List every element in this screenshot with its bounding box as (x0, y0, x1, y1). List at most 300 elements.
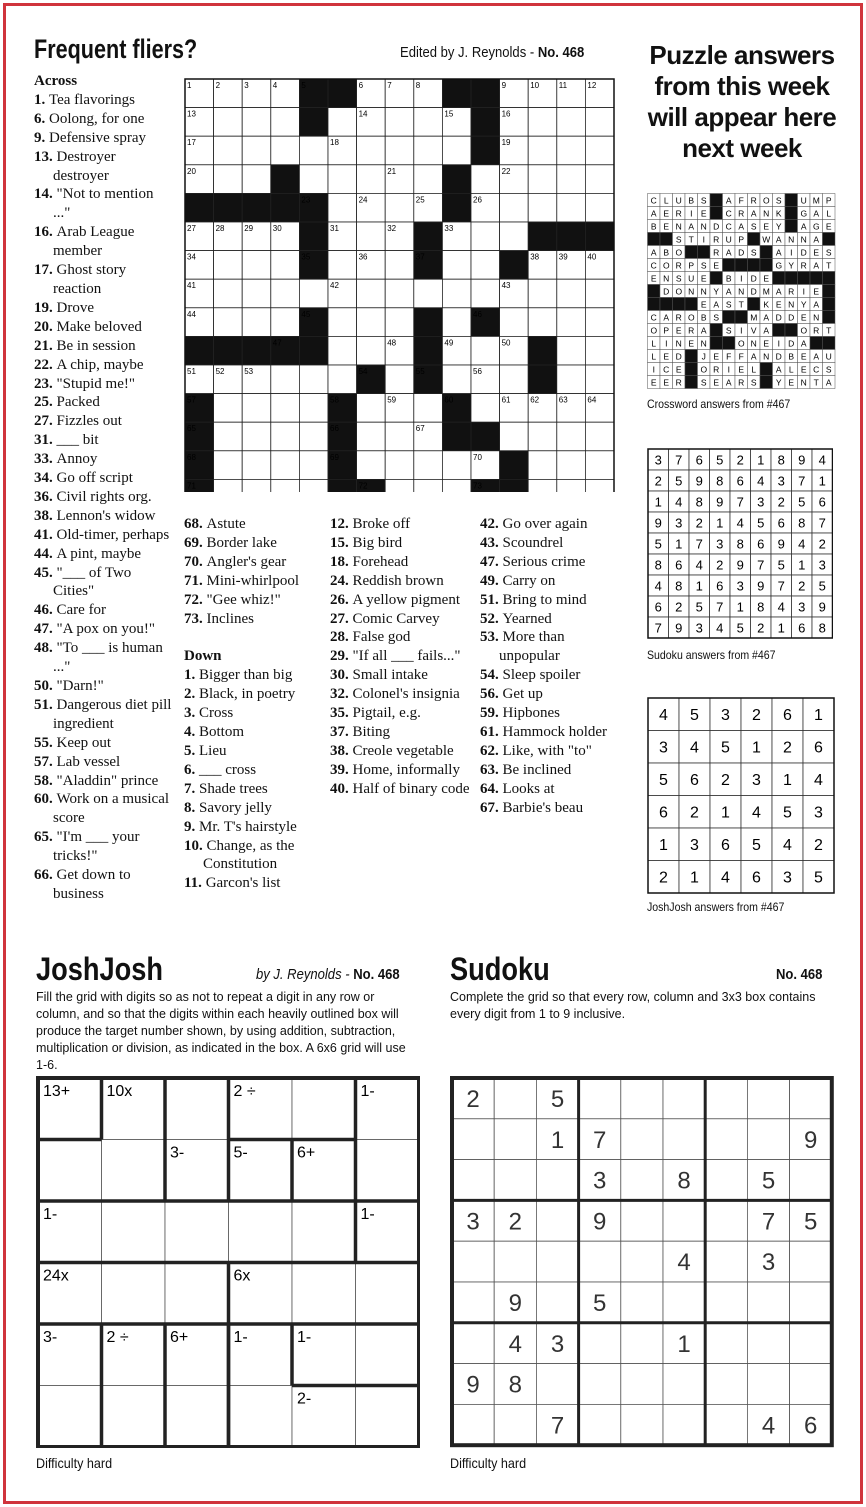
crossword-cell-number: 27 (187, 224, 196, 233)
answer-letter: M (750, 312, 758, 323)
answer-letter: J (701, 351, 706, 362)
answer-black-cell (710, 337, 723, 350)
joshjosh-answer-digit: 6 (721, 837, 730, 854)
crossword-cell (271, 422, 300, 451)
clue-number: 23. (34, 375, 57, 392)
answer-black-cell (785, 324, 798, 337)
joshjosh-difficulty: Difficulty hard (36, 1455, 113, 1471)
answer-letter: P (688, 260, 695, 271)
crossword-cell (242, 251, 271, 280)
clue-text: "Not to mention ..." (53, 186, 154, 222)
answer-letter: B (650, 221, 657, 232)
sudoku-cell (536, 1282, 578, 1323)
answer-black-cell (748, 259, 761, 272)
crossword-cell (500, 193, 529, 222)
joshjosh-answer-digit: 1 (783, 772, 792, 789)
crossword-black-cell (271, 193, 300, 222)
crossword-cell (528, 451, 557, 480)
crossword-cell-number: 37 (415, 252, 425, 262)
clue-text: Mini-whirlpool (206, 572, 299, 589)
crossword-cell-number: 44 (187, 309, 196, 319)
sudoku-cell (494, 1241, 536, 1282)
crossword-black-cell (328, 479, 357, 492)
crossword-cell-number: 69 (330, 452, 339, 462)
crossword-cell (385, 422, 414, 451)
answer-letter: R (738, 377, 745, 388)
sudoku-cell (663, 1282, 705, 1323)
answer-letter: N (700, 338, 707, 349)
joshjosh-answer-digit: 2 (783, 739, 792, 757)
across-clue (34, 393, 174, 412)
crossword-cell (557, 279, 586, 308)
clue-column-4 (480, 515, 626, 818)
answer-letter: A (700, 325, 707, 336)
joshjosh-cell (165, 1386, 229, 1448)
down-clue (184, 799, 324, 818)
answer-letter: E (763, 221, 770, 232)
answer-letter: P (825, 195, 832, 206)
answer-letter: S (750, 377, 757, 388)
answer-letter: A (825, 377, 832, 388)
crossword-editor-text: Edited by J. Reynolds - (400, 44, 538, 61)
answer-letter: A (650, 247, 657, 258)
answer-letter: A (738, 221, 745, 232)
sudoku-cell (705, 1160, 747, 1201)
crossword-cell-number: 4 (272, 81, 278, 90)
answer-letter: R (750, 195, 757, 206)
crossword-cell (385, 279, 414, 308)
crossword-cell (299, 479, 328, 492)
sudoku-digit: 3 (593, 1167, 607, 1195)
crossword-cell-number: 17 (187, 138, 196, 148)
sudoku-digit: 4 (677, 1249, 691, 1277)
crossword-cell (442, 308, 471, 337)
crossword-cell (385, 251, 414, 280)
answer-letter: O (675, 286, 683, 297)
sudoku-cell (747, 1119, 789, 1160)
crossword-cell (328, 165, 357, 194)
across-clue (34, 375, 174, 394)
answer-letter: A (750, 208, 757, 219)
answer-black-cell (723, 259, 736, 272)
crossword-cell-number: 21 (387, 166, 397, 176)
sudoku-cell (790, 1323, 832, 1364)
sudoku-answer-digit: 7 (695, 536, 703, 552)
sudoku-cell (494, 1160, 536, 1201)
clue-text: Forehead (352, 553, 409, 570)
across-clue (34, 526, 174, 545)
clue-text: Savory jelly (199, 799, 272, 816)
down-clue (330, 723, 472, 742)
down-clue (480, 572, 626, 591)
clue-text: Change, as the Constitution (203, 837, 295, 873)
crossword-cell (585, 336, 614, 365)
sudoku-answer-digit: 5 (654, 536, 662, 552)
crossword-cell (357, 336, 386, 365)
crossword-cell-number: 50 (501, 338, 511, 348)
sudoku-digit: 1 (677, 1330, 691, 1358)
sudoku-digit: 5 (593, 1290, 607, 1317)
crossword-cell (214, 279, 243, 308)
spacer (184, 628, 324, 647)
cage-label: 2- (297, 1390, 312, 1408)
crossword-cell (500, 422, 529, 451)
crossword-cell (585, 165, 614, 194)
answer-black-cell (823, 285, 836, 298)
clue-number: 14. (34, 186, 57, 203)
sudoku-answer-digit: 3 (675, 515, 683, 531)
joshjosh-answer-digit: 1 (721, 804, 730, 822)
crossword-cell (414, 394, 443, 423)
answer-letter: M (762, 286, 770, 297)
down-clue (184, 761, 324, 780)
crossword-cell-number: 20 (187, 166, 196, 176)
crossword-cell (357, 136, 386, 165)
sudoku-cell (452, 1404, 494, 1445)
crossword-cell-number: 28 (215, 224, 225, 233)
crossword-cell (471, 336, 500, 365)
clue-number: 8. (184, 799, 199, 816)
answer-letter: D (775, 351, 782, 362)
answer-letter: D (663, 286, 670, 297)
joshjosh-answer-digit: 6 (814, 739, 823, 757)
answer-letter: N (763, 351, 770, 362)
clue-text: Civil rights org. (56, 488, 152, 505)
sudoku-cell (494, 1078, 536, 1119)
answer-letter: O (700, 364, 708, 375)
sudoku-answer-digit: 1 (818, 473, 826, 489)
joshjosh-answer-digit: 3 (814, 804, 823, 822)
sudoku-answer-digit: 8 (716, 473, 724, 489)
crossword-cell-number: 16 (501, 109, 511, 119)
joshjosh-answer-digit: 2 (659, 869, 668, 887)
crossword-cell (214, 251, 243, 280)
across-clue (34, 148, 174, 186)
answer-letter: K (763, 299, 770, 310)
answer-letter: V (750, 325, 757, 336)
clue-number: 70. (184, 553, 207, 570)
answer-letter: Y (775, 221, 782, 232)
sudoku-answer-digit: 6 (818, 494, 826, 510)
crossword-cell-number: 54 (358, 367, 368, 376)
answer-letter: E (813, 286, 820, 297)
crossword-cell-number: 47 (272, 338, 282, 348)
sudoku-answer-digit: 9 (818, 599, 826, 615)
cage-label: 2 ÷ (233, 1083, 256, 1100)
sudoku-answer-digit: 7 (818, 515, 826, 531)
sudoku-answer-digit: 6 (757, 536, 765, 552)
answer-black-cell (660, 233, 673, 246)
clue-number: 47. (34, 621, 57, 638)
answer-black-cell (710, 324, 723, 337)
crossword-cell (585, 365, 614, 394)
clue-number: 62. (480, 742, 503, 759)
sudoku-digit: 2 (508, 1208, 522, 1236)
joshjosh-cell (356, 1263, 420, 1325)
sudoku-answer-digit: 5 (777, 557, 785, 573)
sudoku-answer-digit: 1 (675, 536, 683, 552)
clue-number: 6. (184, 761, 199, 778)
sudoku-cell (452, 1160, 494, 1201)
crossword-cell-number: 3 (244, 81, 249, 90)
clue-text: ___ cross (199, 761, 257, 778)
crossword-cell-number: 55 (415, 367, 425, 376)
answer-black-cell (823, 233, 836, 246)
crossword-cell (357, 422, 386, 451)
clue-number: 13. (34, 148, 57, 165)
clue-number: 67. (480, 799, 503, 816)
answer-letter: C (650, 312, 657, 323)
answer-letter: D (675, 351, 682, 362)
joshjosh-answer-digit: 3 (659, 739, 668, 757)
down-clue (330, 591, 472, 610)
joshjosh-cell (356, 1140, 420, 1202)
answer-letter: N (800, 234, 807, 245)
answer-letter: Y (775, 377, 782, 388)
answer-letter: D (800, 247, 807, 258)
sudoku-answer-digit: 3 (654, 452, 662, 468)
answer-letter: E (763, 273, 770, 284)
clue-number: 39. (330, 761, 353, 778)
sudoku-cell (663, 1119, 705, 1160)
sudoku-answer-digit: 4 (675, 494, 683, 510)
answer-letter: A (650, 208, 657, 219)
sudoku-answer-digit: 6 (695, 452, 703, 468)
sudoku-answer-digit: 9 (777, 536, 785, 552)
crossword-black-cell (557, 222, 586, 251)
answer-letter: A (813, 208, 820, 219)
sudoku-instructions: Complete the grid so that every row, column and 3x3 box contains every digit from 1 to 9 inclusive. (450, 990, 816, 1021)
sudoku-answer-digit: 9 (675, 620, 683, 636)
crossword-cell (242, 451, 271, 480)
answer-letter: K (775, 208, 782, 219)
answer-letter: U (825, 351, 832, 362)
joshjosh-number: No. 468 (353, 966, 400, 983)
sudoku-answer-digit: 9 (654, 515, 662, 531)
answer-letter: N (750, 338, 757, 349)
sudoku-digit: 9 (466, 1371, 480, 1399)
sudoku-digit: 5 (804, 1208, 818, 1236)
answer-letter: T (826, 260, 832, 271)
answer-letter: L (826, 208, 832, 219)
crossword-cell-number: 1 (187, 81, 192, 90)
sudoku-answer-digit: 7 (798, 473, 806, 489)
cage-label: 1- (360, 1083, 375, 1100)
crossword-black-cell (500, 251, 529, 280)
answer-black-cell (648, 233, 661, 246)
answer-letter: N (675, 338, 682, 349)
sudoku-cell (452, 1323, 494, 1364)
joshjosh-answer-digit: 5 (752, 837, 761, 854)
clue-text: "To ___ is human ..." (53, 640, 163, 676)
answer-letter: P (738, 234, 745, 245)
crossword-cell-number: 26 (473, 195, 482, 205)
sudoku-cell (621, 1404, 663, 1445)
crossword-black-cell (442, 422, 471, 451)
clue-number: 3. (184, 705, 199, 722)
sudoku-answer-digit: 1 (736, 599, 744, 615)
answer-letter: S (750, 247, 757, 258)
down-clue (184, 780, 324, 799)
clue-number: 1. (34, 91, 49, 108)
joshjosh-cell (102, 1201, 166, 1263)
crossword-cell-number: 41 (187, 281, 196, 291)
crossword-cell (214, 136, 243, 165)
crossword-cell-number: 2 (215, 81, 221, 90)
down-clue (480, 742, 626, 761)
answer-letter: N (700, 286, 707, 297)
crossword-cell (471, 165, 500, 194)
crossword-cell (557, 308, 586, 337)
crossword-cell-number: 11 (558, 81, 568, 90)
across-clue (34, 356, 174, 375)
answer-black-cell (785, 207, 798, 220)
answer-letter: A (775, 234, 782, 245)
sudoku-cell (663, 1078, 705, 1119)
crossword-cell-number: 14 (358, 109, 368, 119)
clue-number: 36. (34, 488, 57, 505)
answer-black-cell (760, 376, 773, 389)
crossword-cell (471, 222, 500, 251)
crossword-cell (528, 279, 557, 308)
answer-letter: A (775, 247, 782, 258)
clue-number: 11. (184, 875, 206, 892)
crossword-cell (442, 479, 471, 492)
answer-letter: A (750, 351, 757, 362)
clue-number: 7. (184, 780, 199, 797)
clue-number: 60. (34, 791, 57, 808)
clue-text: Like, with "to" (502, 742, 592, 759)
sudoku-answer-digit: 1 (777, 620, 785, 636)
cage-label: 1- (43, 1206, 58, 1223)
down-clue (330, 647, 472, 666)
crossword-cell (214, 479, 243, 492)
crossword-cell-number: 52 (215, 367, 225, 376)
crossword-cell (471, 394, 500, 423)
crossword-cell (328, 108, 357, 137)
crossword-cell (442, 451, 471, 480)
clue-text: "I'm ___ your tricks!" (53, 829, 140, 865)
sudoku-answer-digit: 1 (654, 494, 662, 510)
answer-letter: E (775, 299, 782, 310)
sudoku-cell (705, 1200, 747, 1241)
answer-letter: U (675, 195, 682, 206)
sudoku-cell (705, 1119, 747, 1160)
across-clue (34, 564, 174, 602)
across-clue (34, 110, 174, 129)
answer-letter: A (800, 338, 807, 349)
across-clue (34, 772, 174, 791)
down-clue (480, 666, 626, 685)
clue-text: Arab League member (53, 224, 135, 260)
joshjosh-instructions: Fill the grid with digits so as not to repeat a digit in any row or column, and so that the digits within each heavily outlined box will produce the target number shown, by using addition, subtraction, multiplication or division, as indicated in the box. A 6x6 grid will use 1-6. (36, 990, 406, 1072)
sudoku-cell (705, 1282, 747, 1323)
down-clue (480, 704, 626, 723)
answer-letter: O (650, 325, 658, 336)
answer-letter: L (651, 338, 657, 349)
answer-letter: E (713, 260, 720, 271)
answer-black-cell (748, 233, 761, 246)
crossword-cell (528, 479, 557, 492)
crossword-cell-number: 45 (301, 309, 311, 319)
cage-label: 13+ (43, 1083, 71, 1100)
across-clue (34, 866, 174, 904)
answer-letter: E (800, 364, 807, 375)
answer-letter: B (700, 312, 707, 323)
answer-black-cell (823, 272, 836, 285)
joshjosh-answer-digit: 1 (814, 707, 823, 724)
sudoku-cell (621, 1323, 663, 1364)
crossword-cell (585, 479, 614, 492)
across-clue (34, 507, 174, 526)
crossword-cell (357, 165, 386, 194)
sudoku-answer-digit: 8 (695, 494, 703, 510)
crossword-cell (471, 279, 500, 308)
sudoku-answer-digit: 9 (736, 557, 744, 573)
clue-number: 56. (480, 686, 503, 703)
joshjosh-byline (256, 966, 400, 983)
crossword-cell (585, 193, 614, 222)
answer-letter: R (800, 260, 807, 271)
sudoku-digit: 4 (761, 1412, 776, 1440)
clue-text: A pint, maybe (56, 545, 142, 562)
clue-number: 53. (480, 629, 503, 646)
sudoku-cell (705, 1323, 747, 1364)
crossword-cell-number: 35 (301, 252, 311, 262)
down-clue (480, 553, 626, 572)
answer-letter: R (688, 325, 695, 336)
answer-letter: B (688, 195, 695, 206)
sudoku-difficulty: Difficulty hard (450, 1455, 527, 1471)
crossword-cell-number: 59 (387, 395, 397, 405)
clue-number: 55. (34, 734, 57, 751)
sudoku-answer-digit: 3 (757, 494, 765, 510)
joshjosh-cell (292, 1078, 356, 1140)
clue-text: Small intake (352, 667, 428, 684)
sudoku-answer-digit: 8 (818, 620, 826, 636)
crossword-cell-number: 51 (187, 367, 196, 376)
answer-letter: G (812, 221, 820, 232)
answer-black-cell (823, 311, 836, 324)
clue-text: Drove (56, 299, 94, 316)
down-clue (330, 685, 472, 704)
crossword-cell (328, 308, 357, 337)
sudoku-digit: 3 (761, 1249, 776, 1277)
joshjosh-answer-digit: 5 (814, 869, 823, 887)
clue-text: "A pox on you!" (56, 621, 155, 638)
crossword-black-cell (328, 79, 357, 108)
answer-letter: E (700, 299, 707, 310)
clue-text: "Stupid me!" (56, 375, 135, 392)
answer-letter: N (675, 221, 682, 232)
sudoku-cell (579, 1241, 621, 1282)
clue-column-2 (184, 515, 324, 893)
joshjosh-answer-digit: 6 (752, 869, 761, 887)
sudoku-answer-digit: 2 (675, 599, 683, 615)
answer-letter: A (813, 260, 820, 271)
clue-number: 9. (184, 818, 199, 835)
crossword-cell-number: 13 (187, 109, 196, 119)
joshjosh-answer-digit: 4 (783, 837, 792, 854)
crossword-cell (585, 136, 614, 165)
answer-black-cell (710, 272, 723, 285)
clue-text: Get down to business (53, 867, 131, 902)
across-clue (34, 412, 174, 431)
clue-number: 10. (184, 837, 207, 854)
sudoku-answer-digit: 1 (757, 452, 765, 468)
answer-letter: E (800, 312, 807, 323)
clue-number: 5. (184, 742, 199, 759)
